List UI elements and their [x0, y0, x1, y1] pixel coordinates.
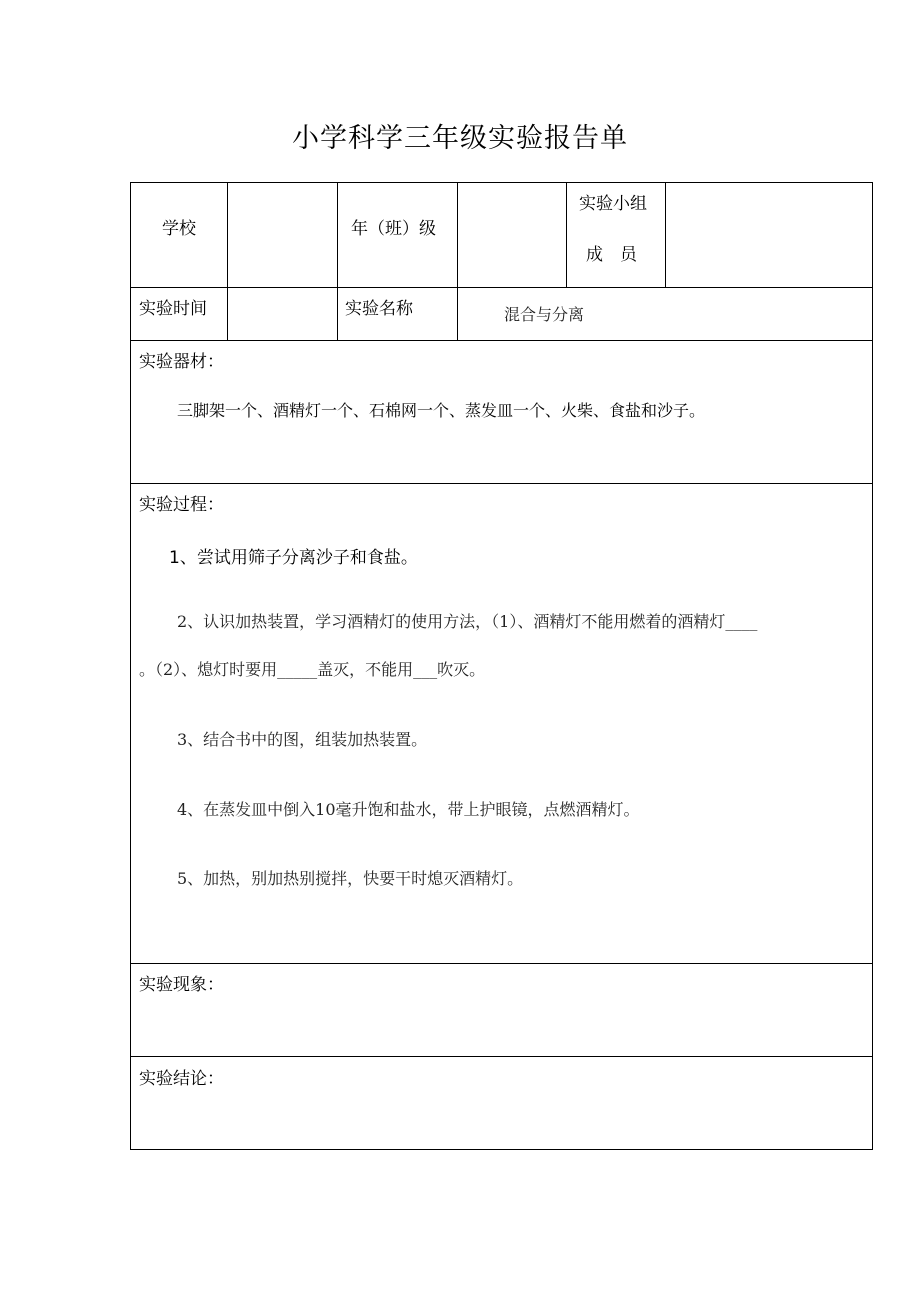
- process-step-4: 4、在蒸发皿中倒入10毫升饱和盐水，带上护眼镜，点燃酒精灯。: [177, 800, 640, 819]
- col-divider: [566, 183, 567, 287]
- experiment-name: 混合与分离: [504, 305, 585, 324]
- materials-label: 实验器材：: [139, 352, 224, 372]
- process-step-2-line2: 。（2）、熄灯时要用_____盖灭，不能用___吹灭。: [139, 660, 486, 679]
- row-divider: [131, 287, 872, 288]
- row-divider: [131, 340, 872, 341]
- process-step-5: 5、加热，别加热别搅拌，快要干时熄灭酒精灯。: [177, 869, 524, 888]
- class-label: 年（班）级: [351, 219, 436, 239]
- group-label-line2: 成 员: [586, 245, 637, 265]
- col-divider: [457, 183, 458, 340]
- page-title: 小学科学三年级实验报告单: [292, 123, 628, 154]
- time-label: 实验时间: [139, 299, 207, 319]
- col-divider: [227, 183, 228, 340]
- name-label: 实验名称: [345, 299, 413, 319]
- school-label: 学校: [162, 219, 196, 239]
- col-divider: [337, 183, 338, 340]
- process-step-3: 3、结合书中的图，组装加热装置。: [177, 730, 428, 749]
- process-step-1: 1、尝试用筛子分离沙子和食盐。: [169, 548, 418, 568]
- process-step-2-line1: 2、认识加热装置，学习酒精灯的使用方法，（1）、酒精灯不能用燃着的酒精灯____: [177, 612, 758, 631]
- row-divider: [131, 963, 872, 964]
- conclusion-label: 实验结论：: [139, 1069, 224, 1089]
- report-table: [130, 182, 873, 1150]
- process-label: 实验过程：: [139, 495, 224, 515]
- materials-text: 三脚架一个、酒精灯一个、石棉网一个、蒸发皿一个、火柴、食盐和沙子。: [177, 401, 706, 420]
- row-divider: [131, 1056, 872, 1057]
- col-divider: [665, 183, 666, 287]
- group-label-line1: 实验小组: [579, 194, 647, 214]
- row-divider: [131, 483, 872, 484]
- phenomenon-label: 实验现象：: [139, 975, 224, 995]
